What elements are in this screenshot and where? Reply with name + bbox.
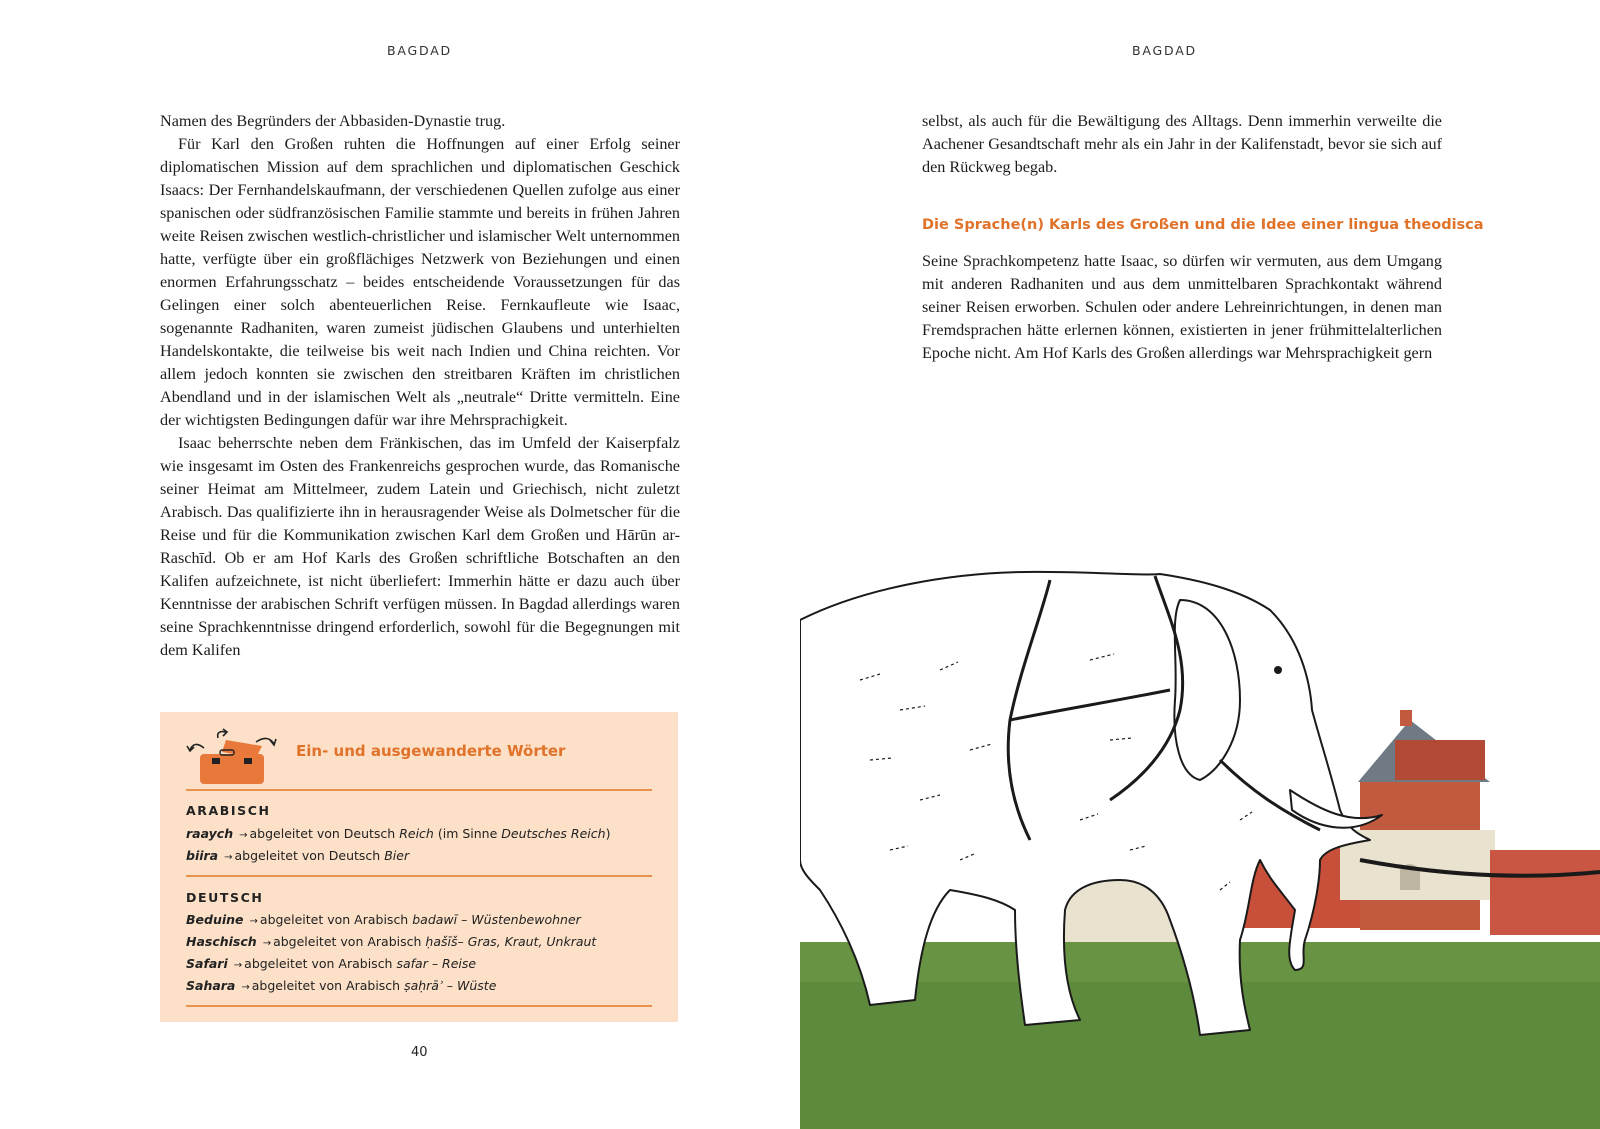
source-word: Reich — [399, 826, 434, 841]
elephant-with-palace-illustration — [800, 560, 1600, 1129]
arrow-right-icon: → — [249, 916, 258, 927]
paragraph: Seine Sprachkompetenz hatte Isaac, so dürfen wir vermuten, aus dem Umgang mit anderen Radhaniten und aus dem unmittelbaren Sprachkontakt während seiner Reisen erworben. Schulen oder andere Lehreinrichtungen, in denen man Fremdsprachen hätte erlernen können, existierten in jener frühmittelalterlichen Epoche nicht. Am Hof Karls des Großen allerdings war Mehrsprachigkeit gern — [922, 252, 1442, 362]
derivation-note-close: ) — [605, 826, 611, 841]
word-entry — [186, 934, 666, 949]
word-entry — [186, 956, 666, 971]
source-word: ṣaḥrāʾ – Wüste — [404, 978, 497, 993]
suitcase-icon — [186, 728, 278, 788]
arrow-right-icon: → — [233, 960, 243, 971]
word-entry — [186, 912, 666, 927]
word-info-box — [160, 712, 678, 1022]
right-page — [800, 0, 1600, 1129]
loanword: raaych — [186, 826, 234, 841]
derivation-note-italic: Deutsches Reich — [501, 826, 606, 841]
divider — [186, 875, 652, 877]
loanword: Safari — [186, 956, 228, 971]
paragraph: Für Karl den Großen ruhten die Hoffnungen auf einer Erfolg seiner diplomatischen Mission auf dem sprachlichen und diplomatischen Geschick Isaacs: Der Fernhandelskaufmann, der verschiedenen Quellen zufolge aus einer spanischen oder südfranzösischen Familie stammte und bereits in frühen Jahren weite Reisen zwischen westlich-christlicher und islamischer Welt unternommen hatte, verfügte über ein großflächiges Netzwerk von Beziehungen und einen enormen Erfahrungsschatz – beides entscheidende Voraussetzungen für das Gelingen einer solch abenteuerlichen Reise. Fernkaufleute wie Isaac, sogenannte Radhaniten, waren zumeist jüdischen Glaubens und unterhielten Handelskontakte, die teilweise bis weit nach Indien und China reichten. Vor allem jedoch konnten sie zwischen den streitbaren Kräften im christlichen Abendland und in der islamischen Welt als „neutrale“ Dritte vermitteln. Eine der wichtigsten Bedingungen dafür war ihre Mehrsprachigkeit. — [160, 135, 680, 429]
source-word: badawī – Wüstenbewohner — [412, 912, 581, 927]
word-entry — [186, 826, 666, 841]
source-word: Bier — [384, 848, 410, 863]
page-number: 40 — [411, 1045, 428, 1060]
language-heading: ARABISCH — [186, 803, 271, 818]
running-head: BAGDAD — [1132, 43, 1197, 58]
derivation-text: abgeleitet von Arabisch — [259, 912, 409, 927]
body-text — [922, 110, 1442, 179]
paragraph: selbst, als auch für die Bewältigung des Alltags. Denn immerhin verweilte die Aachener Gesandtschaft mehr als ein Jahr in der Kalifenstadt, bevor sie sich auf den Rückweg begab. — [922, 112, 1442, 176]
loanword: Beduine — [186, 912, 244, 927]
source-word: ḥašīš– Gras, Kraut, Unkraut — [425, 934, 597, 949]
arrow-right-icon: → — [239, 830, 248, 841]
source-word: safar – Reise — [396, 956, 477, 971]
arrow-right-icon: → — [224, 852, 233, 863]
arrow-right-icon: → — [241, 982, 250, 993]
info-box-title: Ein- und ausgewanderte Wörter — [296, 742, 566, 760]
derivation-note: (im Sinne — [437, 826, 498, 841]
derivation-text: abgeleitet von Arabisch — [251, 978, 401, 993]
word-entry — [186, 978, 666, 993]
loanword: Sahara — [186, 978, 236, 993]
derivation-text: abgeleitet von Arabisch — [244, 956, 393, 971]
paragraph: Isaac beherrschte neben dem Fränkischen, das im Umfeld der Kaiserpfalz wie insgesamt im Osten des Frankenreichs gesprochen wurde, das Romanische seiner Heimat am Mittelmeer, zudem Latein und Griechisch, nicht zuletzt Arabisch. Das qualifizierte ihn in herausragender Weise als Dolmetscher für die Reise und für die Kommunikation zwischen Karl dem Großen und Hārūn ar-Raschīd. Ob er am Hof Karls des Großen schriftliche Botschaften an den Kalifen aufzeichnete, ist nicht überliefert: Immerhin hätte er dazu auch über Kenntnisse der arabischen Schrift verfügen müssen. In Bagdad allerdings waren seine Sprachkenntnisse dringend erforderlich, sowohl für die Begegnungen mit dem Kalifen — [160, 434, 680, 659]
word-entry — [186, 848, 666, 863]
arrow-right-icon: → — [262, 938, 272, 949]
section-heading: Die Sprache(n) Karls des Großen und die Idee einer lingua theodisca — [922, 217, 1484, 233]
language-heading: DEUTSCH — [186, 890, 264, 905]
loanword: biira — [186, 848, 219, 863]
divider — [186, 789, 652, 791]
divider — [186, 1005, 652, 1007]
body-text — [160, 110, 680, 662]
derivation-text: abgeleitet von Deutsch — [249, 826, 396, 841]
paragraph: Namen des Begründers der Abbasiden-Dynastie trug. — [160, 112, 506, 130]
loanword: Haschisch — [186, 934, 257, 949]
running-head: BAGDAD — [387, 43, 452, 58]
derivation-text: abgeleitet von Arabisch — [273, 934, 422, 949]
body-text — [922, 250, 1442, 365]
derivation-text: abgeleitet von Deutsch — [234, 848, 381, 863]
